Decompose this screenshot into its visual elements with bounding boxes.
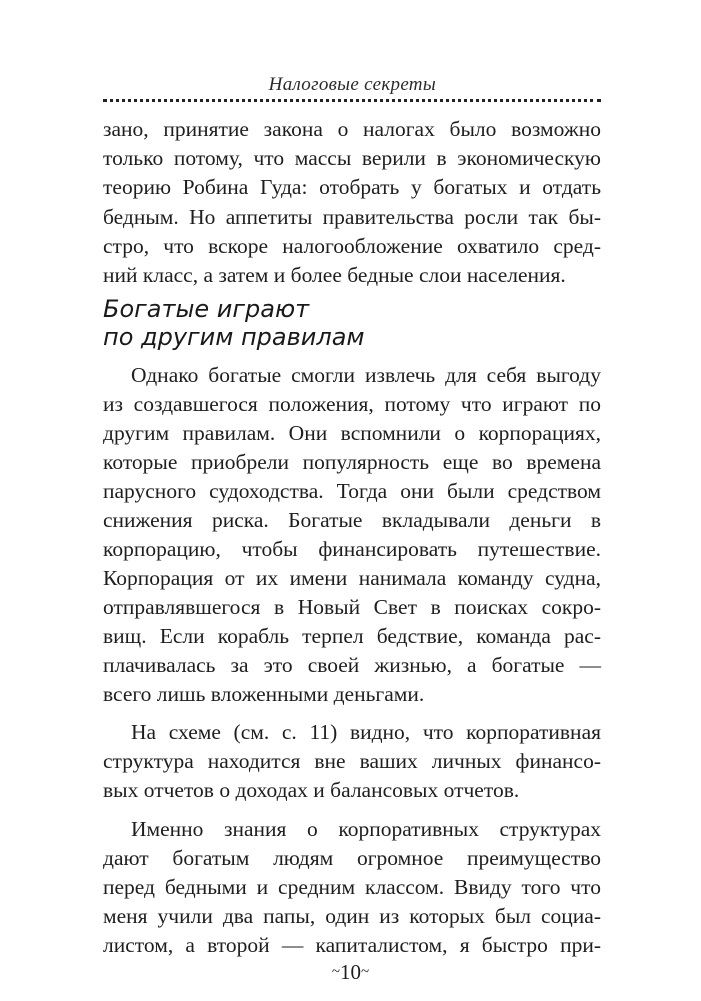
text-line: зано, принятие закона о налогах было возможно: [103, 117, 601, 141]
text-line: плачивалась за это своей жизнью, а богатые —: [103, 653, 601, 677]
text-line: ний класс, а затем и более бедные слои населения.: [103, 263, 566, 287]
text-line: вых отчетов о доходах и балансовых отчетов.: [103, 778, 520, 802]
text-line: вищ. Если корабль терпел бедствие, команда рас-: [103, 624, 601, 648]
folio-ornament-right: ~: [361, 964, 370, 980]
running-header-title: Налоговые секреты: [268, 74, 436, 95]
header-dotted-rule: [103, 99, 601, 102]
section-heading-line-1: Богатые играют: [103, 295, 310, 323]
text-line: перед бедными и средним классом. Ввиду того что: [103, 875, 601, 899]
text-line: меня учили два папы, один из которых был социа-: [103, 904, 601, 928]
folio-ornament-left: ~: [331, 964, 340, 980]
text-line: парусного судоходства. Тогда они были средством: [103, 479, 601, 503]
text-line: дают богатым людям огромное преимущество: [103, 846, 601, 870]
page-footer: [0, 960, 701, 985]
text-line: Однако богатые смогли извлечь для себя выгоду: [131, 363, 601, 387]
text-line: теорию Робина Гуда: отобрать у богатых и отдать: [103, 175, 601, 199]
text-line: бедным. Но аппетиты правительства росли так бы-: [103, 205, 601, 229]
text-line: Именно знания о корпоративных структурах: [131, 817, 601, 841]
section-heading-line-2: по другим правилам: [103, 323, 365, 351]
text-line: стро, что вскоре налогообложение охватило сред-: [103, 234, 601, 258]
text-line: корпорацию, чтобы финансировать путешествие.: [103, 537, 601, 561]
text-line: из создавшегося положения, потому что играют по: [103, 392, 601, 416]
text-line: другим правилам. Они вспомнили о корпорациях,: [103, 421, 601, 445]
text-line: листом, а второй — капиталистом, я быстро при-: [103, 933, 601, 957]
text-line: всего лишь вложенными деньгами.: [103, 682, 425, 706]
text-line: только потому, что массы верили в экономическую: [103, 146, 601, 170]
text-line: На схеме (см. с. 11) видно, что корпоративная: [131, 720, 601, 744]
text-line: снижения риска. Богатые вкладывали деньги в: [103, 508, 601, 532]
text-line: Корпорация от их имени нанимала команду судна,: [103, 566, 601, 590]
text-line: которые приобрели популярность еще во времена: [103, 450, 601, 474]
text-line: отправлявшегося в Новый Свет в поисках сокро-: [103, 595, 601, 619]
text-line: структура находится вне ваших личных финансо-: [103, 749, 601, 773]
page-number: 10: [340, 960, 361, 984]
